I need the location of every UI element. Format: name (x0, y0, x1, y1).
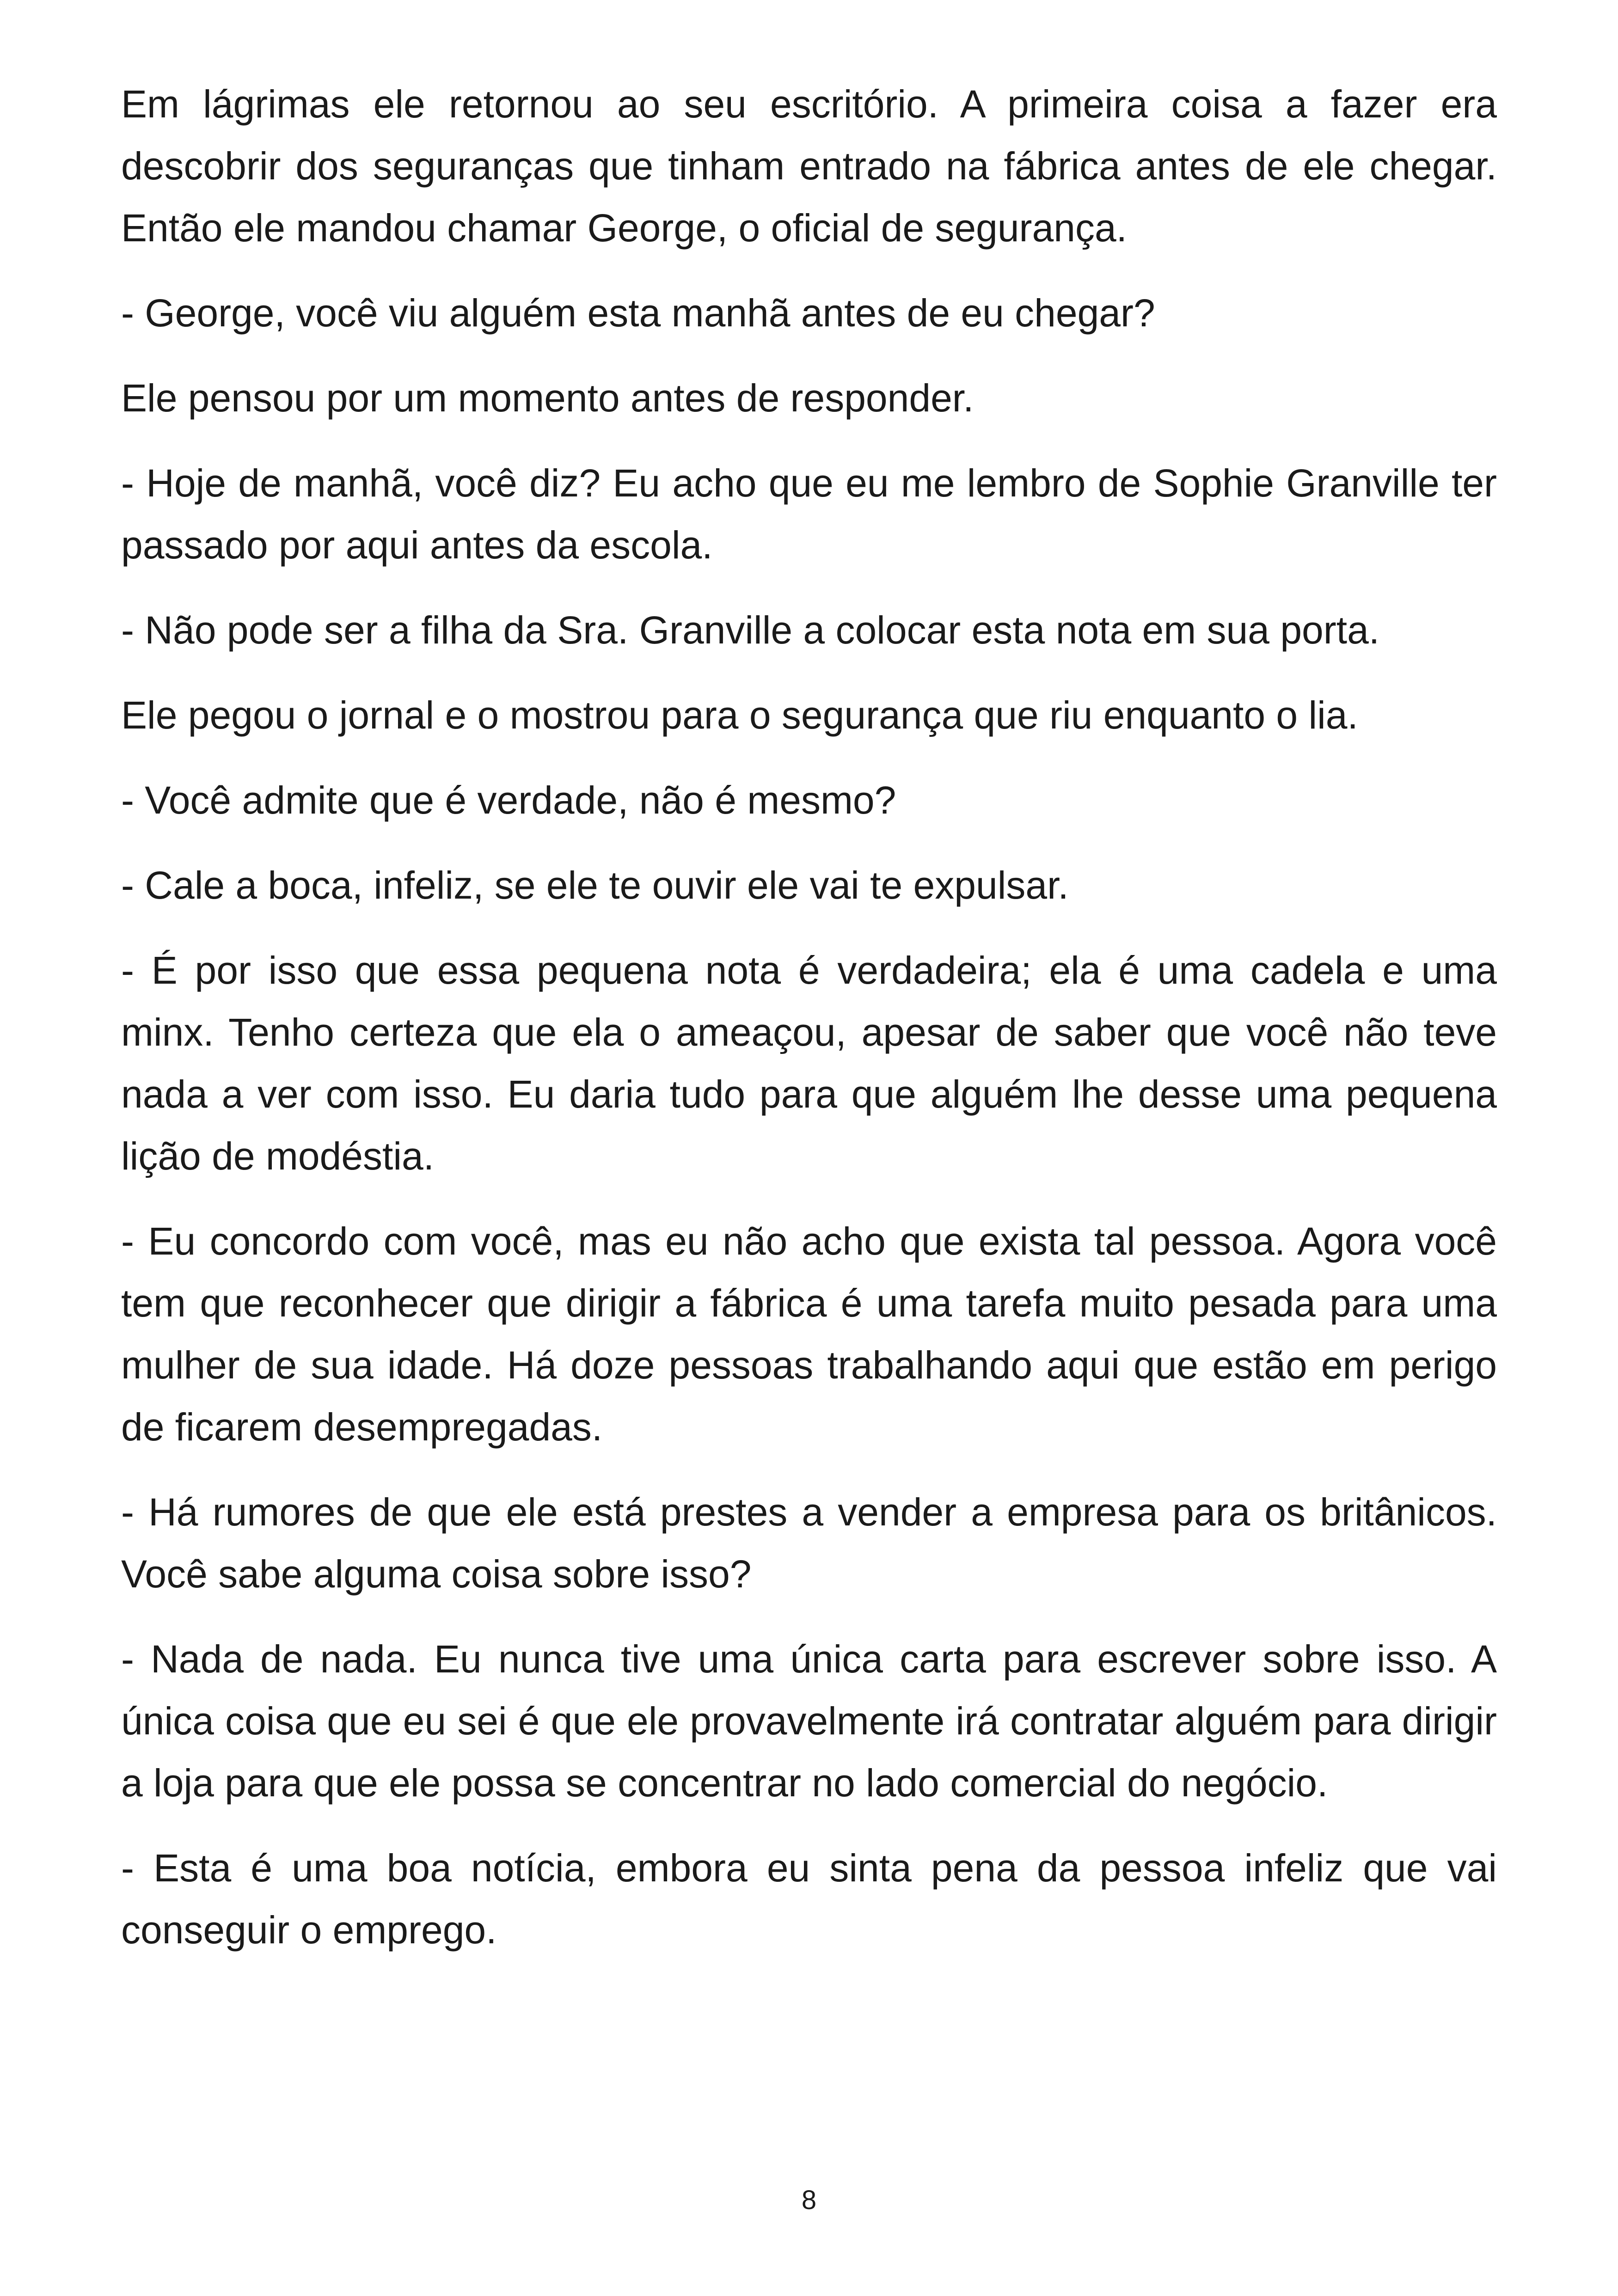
paragraph: - Hoje de manhã, você diz? Eu acho que eu me lembro de Sophie Granville ter passado por aqui antes da escola. (121, 461, 1497, 567)
paragraph: Ele pegou o jornal e o mostrou para o segurança que riu enquanto o lia. (121, 693, 1358, 737)
paragraph: - Esta é uma boa notícia, embora eu sinta pena da pessoa infeliz que vai conseguir o emprego. (121, 1846, 1497, 1952)
paragraph: Ele pensou por um momento antes de responder. (121, 376, 974, 420)
paragraph: - Não pode ser a filha da Sra. Granville a colocar esta nota em sua porta. (121, 608, 1380, 652)
paragraph: - É por isso que essa pequena nota é verdadeira; ela é uma cadela e uma minx. Tenho certeza que ela o ameaçou, apesar de saber que você não teve nada a ver com isso. Eu daria tudo para que alguém lhe desse uma pequena lição de modéstia. (121, 949, 1497, 1178)
paragraph: - Eu concordo com você, mas eu não acho que exista tal pessoa. Agora você tem que reconhecer que dirigir a fábrica é uma tarefa muito pesada para uma mulher de sua idade. Há doze pessoas trabalhando aqui que estão em perigo de ficarem desempregadas. (121, 1219, 1497, 1449)
body-text (121, 73, 1497, 1984)
page-number: 8 (801, 2185, 817, 2215)
paragraph: - Você admite que é verdade, não é mesmo? (121, 778, 896, 822)
paragraph: - George, você viu alguém esta manhã antes de eu chegar? (121, 291, 1155, 335)
paragraph: - Há rumores de que ele está prestes a vender a empresa para os britânicos. Você sabe alguma coisa sobre isso? (121, 1490, 1497, 1596)
paragraph: - Cale a boca, infeliz, se ele te ouvir ele vai te expulsar. (121, 863, 1069, 907)
paragraph: - Nada de nada. Eu nunca tive uma única carta para escrever sobre isso. A única coisa que eu sei é que ele provavelmente irá contratar alguém para dirigir a loja para que ele possa se concentrar no lado comercial do negócio. (121, 1637, 1497, 1805)
paragraph: Em lágrimas ele retornou ao seu escritório. A primeira coisa a fazer era descobrir dos seguranças que tinham entrado na fábrica antes de ele chegar. Então ele mandou chamar George, o oficial de segurança. (121, 82, 1497, 250)
